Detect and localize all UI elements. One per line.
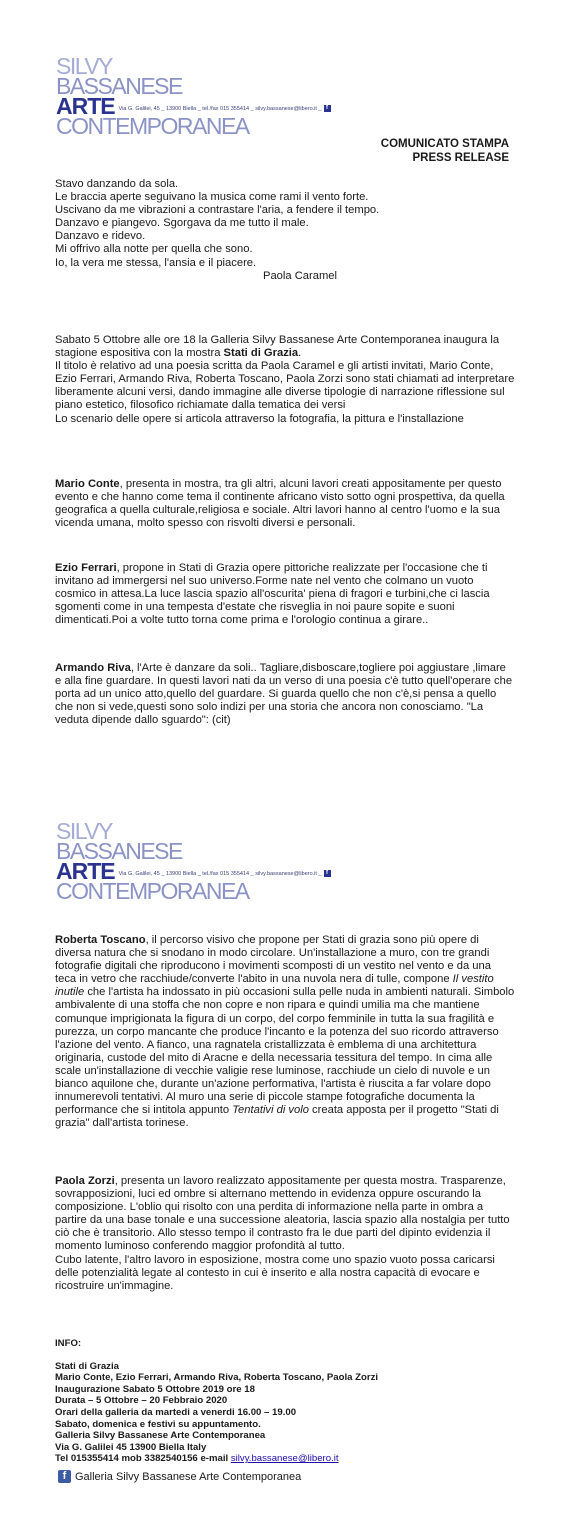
poem-line: Stavo danzando da sola.: [55, 178, 179, 190]
artist-name: Roberta Toscano: [55, 934, 146, 946]
info-line: Galleria Silvy Bassanese Arte Contemporanea: [55, 1430, 266, 1442]
gallery-logo: [56, 53, 396, 139]
info-line: Mario Conte, Ezio Ferrari, Armando Riva, Roberta Toscano, Paola Zorzi: [55, 1372, 379, 1384]
poem-author: Paola Caramel: [263, 269, 337, 282]
logo-line-bassanese: BASSANESE: [56, 838, 182, 864]
poem-line: Danzavo e piangevo. Sgorgava da me tutto il male.: [55, 217, 309, 230]
riva-paragraph: [55, 662, 515, 727]
intro-p1c: .: [298, 347, 302, 360]
artist-text: , presenta in mostra, tra gli altri, alcuni lavori creati appositamente per questo evento e che hanno come tema il continente africano visto sotto ogni prospettiva, da quella geografica a quella culturale,religiosa e sociale. Altri lavori hanno al centro l'uomo e la sua vicenda umana, molto spesso con risvolti diversi e personali.: [55, 478, 505, 530]
artist-name: Armando Riva: [55, 662, 131, 674]
poem-line: Le braccia aperte seguivano la musica come rami il vento forte.: [55, 191, 369, 204]
artist-text: , presenta un lavoro realizzato appositamente per questa mostra. Trasparenze, sovrapposizioni, luci ed ombre si alternano mettendo in evidenza oppure oscurando la composizione. L'oblio qui risolto con una perdita di informazione nella parte in ombra a partire da una base tonale e una successione aleatoria, lascia spazio alla nostalgia per tutto ciò che è transitorio. Allo stesso tempo il contrasto fra le due parti del dipinto evidenzia il momento luminoso conferendo maggior profondità al tutto.: [55, 1175, 510, 1253]
artist-zorzi: [55, 1175, 515, 1293]
artist-conte: [55, 478, 515, 530]
intro-p1a: Sabato 5 Ottobre alle ore 18 la Galleria Silvy Bassanese Arte Contemporanea inaugura la: [55, 334, 500, 346]
artist-name: Ezio Ferrari: [55, 562, 117, 574]
logo-line-arte: ARTE: [56, 93, 115, 119]
facebook-page-label: Galleria Silvy Bassanese Arte Contemporanea: [75, 1470, 302, 1483]
zorzi-paragraph-2: Cubo latente, l'altro lavoro in esposizione, mostra come uno spazio vuoto possa caricarsi delle potenzialità legate al contesto in cui è inserito e alla nostra capacità di evocare e ricostruire un'immagine.: [55, 1253, 495, 1292]
artist-name: Paola Zorzi: [55, 1175, 115, 1187]
artist-text: che l'artista ha indossato in più occasioni sulla pelle nuda in ambienti naturali. Simbolo ambivalente di una stoffa che non copre e non ripara e quindi umilia ma che mantiene comunque imprigionata la figura di un corpo, del corpo femminile in tutta la sua fragilità e purezza, un corpo mancante che produce l'incanto e la potenza del suo ricordo attraverso l'azione del vento. A fianco, una ragnatela cristallizzata è emblema di una architettura originaria, custode del mito di Aracne e della necessaria tessitura del tempo. In cima alle scale un'installazione di vecchie valigie rese luminose, racchiude un cielo di nuvole e un bianco aquilone che, durante un'azione performativa, l'artista è riuscita a far volare dopo innumerevoli tentativi. Al muro una serie di piccole stampe fotografiche documenta la performance che si intitola appunto: [55, 986, 515, 1117]
artist-text: , il percorso visivo che propone per Stati di grazia sono più opere di diversa natura che si snodano in modo circolare. Un'installazione a muro, con tre grandi fotografie digitali che riproducono i movimenti scomposti di un vestito nel vento e da una teca in vetro che racchiude/converte l'abito in una nuvola nera di tulle, compone: [55, 934, 491, 986]
logo-address: Via G. Galilei, 45 _ 13900 Biella _ tel./fax 015 355414 _ silvy.bassanese@libero.it _: [118, 871, 322, 877]
exhibition-title: Stati di Grazia: [223, 347, 299, 360]
facebook-icon: f: [324, 870, 331, 877]
intro-p2: Il titolo è relativo ad una poesia scritta da Paola Caramel e gli artisti invitati, Mario Conte, Ezio Ferrari, Armando Riva, Roberta Toscano, Paola Zorzi sono stati chiamati ad interpretare liberamente alcuni versi, dando immagine alle diverse tipologie di narrazione riflessione sul piano estetico, filosofico richiamate dalla tematica dei versi: [55, 360, 515, 412]
work-title: Tentativi di volo: [232, 1104, 309, 1117]
artist-text: , l'Arte è danzare da soli.. Tagliare,disboscare,togliere poi aggiustare ,limare e alla fine guardare. In questi lavori nati da un verso di una poesia c'è tutto quell'operare che porta ad un unico atto,quello del guardare. Si guarda quello che non c'è,si pensa a quello che non si vede,questi sono solo indizi per una storia che ancora non conosciamo. "La veduta dipende dallo sguardo": (cit): [55, 662, 513, 727]
info-line: Sabato, domenica e festivi su appuntamento.: [55, 1418, 261, 1430]
info-tel: Tel 015355414 mob 3382540156 e-mail: [55, 1453, 231, 1465]
logo-line-silvy: SILVY: [56, 53, 112, 79]
facebook-icon: f: [58, 1470, 71, 1483]
info-line: Stati di Grazia: [55, 1360, 119, 1372]
header-line-en: PRESS RELEASE: [412, 152, 509, 164]
toscano-paragraph: [55, 934, 515, 1130]
artist-text: , propone in Stati di Grazia opere pittoriche realizzate per l'occasione che ti invitano ad immergersi nel suo universo.Forme nate nel vento che colmano un vuoto cosmico in attesa.La luce lascia spazio all'oscurita' piena di fragori e turbini,che ci lascia sgomenti come in una tempesta d'estate che risveglia in noi paure sopite e suoni dimenticati.Poi a volte tutto torna come prima e l'orologio continua a girare..: [55, 562, 490, 627]
artist-riva: [55, 662, 515, 727]
logo-address: Via G. Galilei, 45 _ 13900 Biella _ tel./fax 015 355414 _ silvy.bassanese@libero.it _: [118, 106, 322, 112]
poem-line: Danzavo e ridevo.: [55, 230, 146, 243]
poem-line: Io, la vera me stessa, l'ansia e il piacere.: [55, 256, 257, 269]
logo-line-contemporanea: CONTEMPORANEA: [56, 878, 249, 904]
facebook-icon: f: [324, 105, 331, 112]
email-link[interactable]: silvy.bassanese@libero.it: [230, 1453, 339, 1465]
info-line: Inaugurazione Sabato 5 Ottobre 2019 ore 18: [55, 1383, 255, 1395]
poem-line: Mi offrivo alla notte per quella che sono.: [55, 243, 253, 256]
logo-line-arte: ARTE: [56, 858, 115, 884]
zorzi-paragraph: [55, 1175, 515, 1254]
intro-p1b: stagione espositiva con la mostra: [55, 347, 224, 360]
poem-line: Uscivano da me vibrazioni a contrastare l'aria, a fendere il tempo.: [55, 204, 380, 217]
artist-name: Mario Conte: [55, 478, 120, 490]
ferrari-paragraph: [55, 562, 515, 627]
poem: [55, 178, 515, 283]
press-release-header: [381, 137, 509, 165]
artist-ferrari: [55, 562, 515, 627]
info-heading: INFO:: [55, 1338, 82, 1349]
info-line: Via G. Galilei 45 13900 Biella Italy: [55, 1441, 207, 1453]
conte-paragraph: [55, 478, 515, 530]
intro-p3: Lo scenario delle opere si articola attraverso la fotografia, la pittura e l'installazione: [55, 412, 464, 425]
work-title: Il vestito inutile: [55, 973, 494, 999]
header-line-it: COMUNICATO STAMPA: [380, 138, 509, 150]
artist-text: creata apposta per il progetto "Stati di grazia" dall'artista torinese.: [55, 1104, 499, 1130]
info-line: Orari della galleria da martedi a venerdi 16.00 – 19.00: [55, 1406, 297, 1418]
info-contact: [55, 1453, 515, 1465]
logo-line-contemporanea: CONTEMPORANEA: [56, 113, 249, 139]
facebook-page-link[interactable]: [58, 1470, 301, 1483]
info-section: [55, 1338, 515, 1465]
artist-toscano: [55, 934, 515, 1130]
intro-p1b-line: [55, 347, 515, 360]
logo-line-bassanese: BASSANESE: [56, 73, 182, 99]
gallery-logo: [56, 818, 396, 904]
intro: [55, 334, 515, 426]
logo-line-silvy: SILVY: [56, 818, 112, 844]
info-line: Durata – 5 Ottobre – 20 Febbraio 2020: [55, 1395, 228, 1407]
